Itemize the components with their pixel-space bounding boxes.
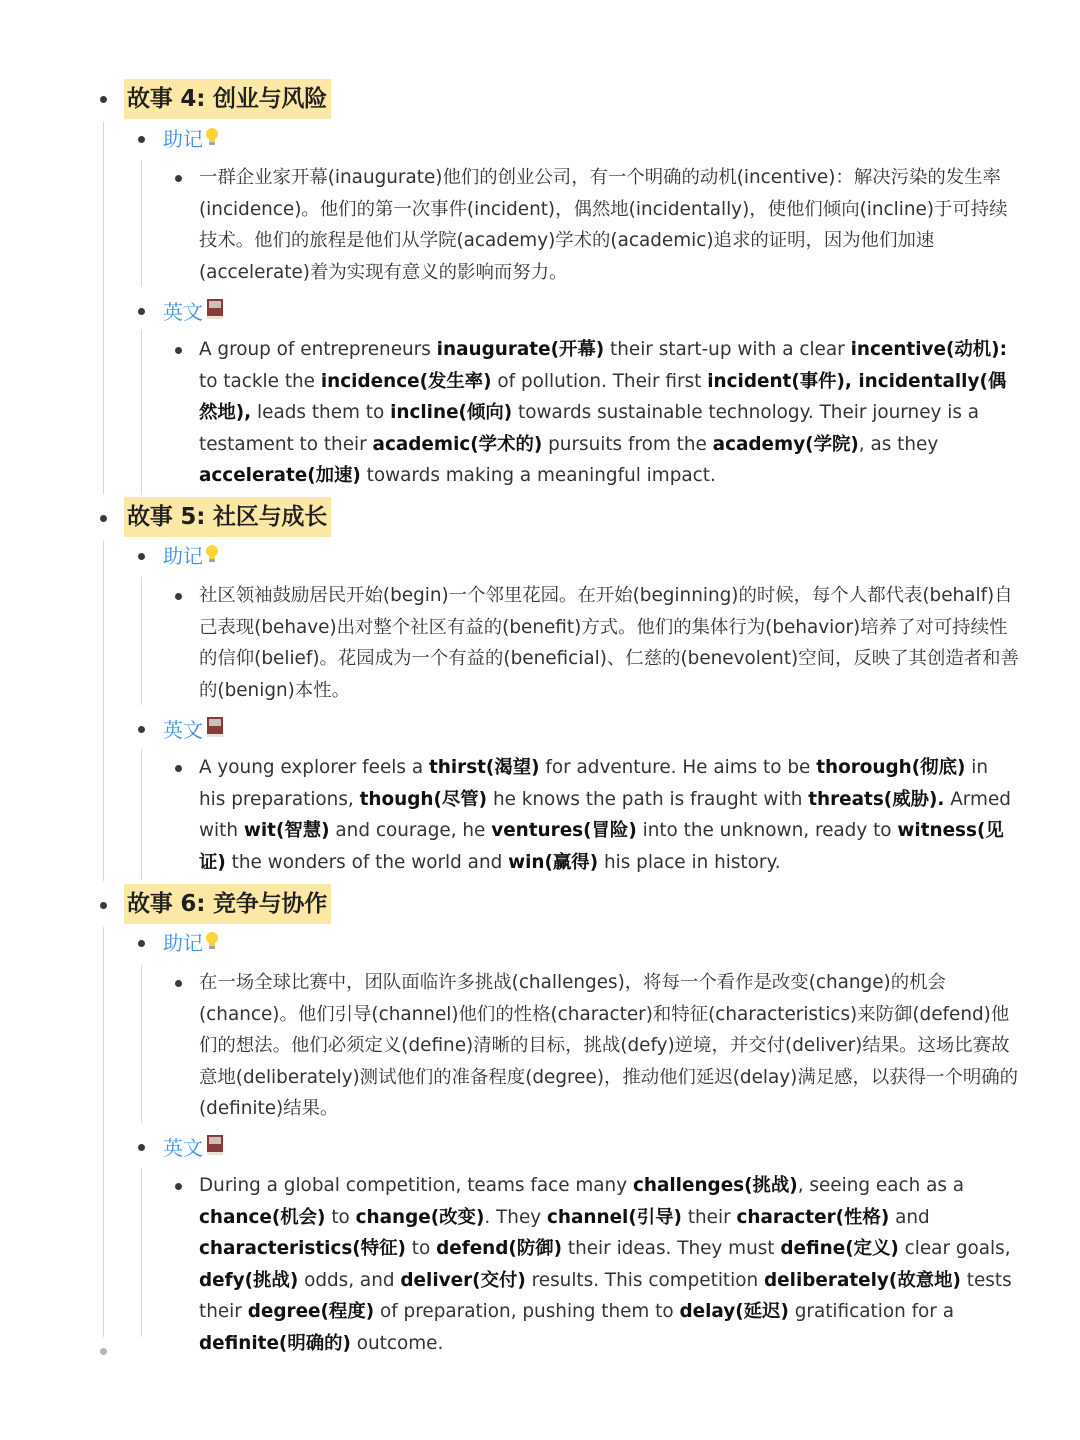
- english-text-segment: he knows the path is fraught with: [487, 788, 809, 810]
- outline-guide-line: [141, 964, 142, 1124]
- vocab-term: academy(学院): [712, 433, 859, 455]
- english-label-text: 英文: [163, 1135, 203, 1160]
- book-icon: [205, 1133, 225, 1162]
- english-label[interactable]: [163, 715, 225, 744]
- lightbulb-icon: [205, 542, 219, 570]
- mnemonic-label[interactable]: [163, 542, 219, 570]
- vocab-term: defend(防御): [436, 1238, 563, 1259]
- vocab-term: delay(延迟): [679, 1301, 789, 1322]
- english-text-segment: outcome.: [350, 1332, 444, 1354]
- english-label-text: 英文: [163, 717, 203, 742]
- english-text-segment: A group of entrepreneurs: [199, 339, 437, 360]
- lightbulb-icon: [205, 929, 219, 957]
- story-title[interactable]: 故事 4: 创业与风险: [124, 79, 331, 119]
- english-label-text: 英文: [163, 299, 203, 324]
- mnemonic-bullet[interactable]: [138, 553, 145, 560]
- outline-guide-line: [141, 330, 142, 494]
- english-bullet[interactable]: [138, 1144, 145, 1151]
- english-label[interactable]: [163, 1133, 225, 1162]
- vocab-term: deliver(交付): [400, 1269, 526, 1291]
- english-text-segment: towards sustainable technology. Their journey is a testament to their: [199, 402, 980, 455]
- vocab-term: wit(智慧): [243, 820, 330, 841]
- mnemonic-label-text: 助记: [163, 931, 203, 955]
- vocab-term: challenges(挑战): [632, 1175, 798, 1196]
- vocab-term: witness(见证): [199, 820, 1004, 873]
- mnemonic-label[interactable]: [163, 929, 219, 957]
- english-text-segment: odds, and: [298, 1269, 401, 1291]
- vocab-term: define(定义): [780, 1238, 899, 1259]
- vocab-term: definite(明确的): [199, 1332, 351, 1354]
- english-text-segment: their start-up with a clear: [604, 339, 851, 360]
- english-text-segment: to tackle the: [199, 370, 321, 392]
- vocab-term: incentive(动机):: [850, 339, 1007, 360]
- vocab-term: thirst(渴望): [428, 757, 540, 778]
- mnemonic-label[interactable]: [163, 125, 219, 153]
- english-text-segment: in his preparations,: [199, 757, 988, 810]
- mnemonic-text: 在一场全球比赛中，团队面临许多挑战(challenges)，将每一个看作是改变(change)的机会(chance)。他们引导(channel)他们的性格(character)和特征(characteristics)来防御(defend)他们的想法。他们必须定义(define)清晰的目标，挑战(defy)逆境，并交付(deliver)结果。这场比赛故意地(deliberately)测试他们的准备程度(degree)，推动他们延迟(delay)满足感，以获得一个明确的(definite)结果。: [199, 972, 1019, 1119]
- english-text-segment: clear goals,: [898, 1238, 1011, 1259]
- english-text: [199, 334, 1019, 492]
- english-text-segment: their ideas. They must: [562, 1238, 781, 1259]
- english-text: [199, 752, 1019, 878]
- english-text-bullet[interactable]: [175, 1183, 182, 1190]
- vocab-term: change(改变): [355, 1206, 485, 1228]
- english-text-segment: and: [889, 1206, 930, 1228]
- vocab-term: accelerate(加速): [199, 465, 361, 486]
- vocab-term: degree(程度): [247, 1301, 375, 1322]
- vocab-term: win(赢得): [508, 851, 599, 873]
- english-text-segment: gratification for a: [788, 1301, 954, 1322]
- outline-guide-line: [141, 160, 142, 286]
- story-bullet[interactable]: [100, 902, 107, 909]
- english-text-segment: leads them to: [251, 402, 391, 423]
- story-title[interactable]: 故事 5: 社区与成长: [124, 497, 331, 537]
- english-label[interactable]: [163, 297, 225, 326]
- english-text-segment: for adventure. He aims to be: [539, 757, 817, 778]
- english-text-segment: During a global competition, teams face many: [199, 1175, 633, 1196]
- english-text-segment: their: [681, 1206, 737, 1228]
- vocab-term: incident(事件), incidentally(偶然地),: [199, 370, 1007, 423]
- english-text-segment: the wonders of the world and: [225, 851, 509, 873]
- english-text-segment: to: [405, 1238, 437, 1259]
- english-text-segment: tests their: [199, 1269, 1012, 1322]
- vocab-term: though(尽管): [359, 788, 488, 810]
- vocab-term: inaugurate(开幕): [436, 339, 605, 360]
- mnemonic-bullet[interactable]: [138, 136, 145, 143]
- story-bullet[interactable]: [100, 96, 107, 103]
- mnemonic-label-text: 助记: [163, 544, 203, 568]
- vocab-term: character(性格): [736, 1206, 890, 1228]
- vocab-term: deliberately(故意地): [764, 1269, 961, 1291]
- english-text-segment: towards making a meaningful impact.: [360, 465, 716, 486]
- outline-guide-line: [141, 577, 142, 705]
- english-text-segment: and courage, he: [329, 820, 492, 841]
- vocab-term: threats(威胁).: [808, 788, 945, 810]
- vocab-term: academic(学术的): [372, 433, 543, 455]
- english-text: [199, 1170, 1019, 1359]
- english-text-segment: results. This competition: [525, 1269, 764, 1291]
- mnemonic-text: 一群企业家开幕(inaugurate)他们的创业公司，有一个明确的动机(incentive)：解决污染的发生率(incidence)。他们的第一次事件(incident)，偶然地(incidentally)，使他们倾向(incline)于可持续技术。他们的旅程是他们从学院(academy)学术的(academic)追求的证明，因为他们加速(accelerate)着为实现有意义的影响而努力。: [199, 167, 1008, 283]
- vocab-term: channel(引导): [547, 1206, 682, 1228]
- english-text-bullet[interactable]: [175, 347, 182, 354]
- english-text-bullet[interactable]: [175, 765, 182, 772]
- mnemonic-text-bullet[interactable]: [175, 980, 182, 987]
- mnemonic-bullet[interactable]: [138, 940, 145, 947]
- mnemonic-text: 社区领袖鼓励居民开始(begin)一个邻里花园。在开始(beginning)的时候，每个人都代表(behalf)自己表现(behave)出对整个社区有益的(benefit)方式。他们的集体行为(behavior)培养了对可持续性的信仰(belief)。花园成为一个有益的(beneficial)、仁慈的(benevolent)空间，反映了其创造者和善的(benign)本性。: [199, 585, 1019, 701]
- outline-guide-line: [103, 122, 104, 494]
- english-text-segment: to: [325, 1206, 356, 1228]
- english-text-segment: A young explorer feels a: [199, 757, 429, 778]
- english-text-segment: , seeing each as a: [797, 1175, 965, 1196]
- vocab-term: thorough(彻底): [816, 757, 966, 778]
- mnemonic-label-text: 助记: [163, 127, 203, 151]
- english-text-segment: of pollution. Their first: [491, 370, 708, 392]
- outline-guide-line: [103, 927, 104, 1337]
- english-text-segment: his place in history.: [598, 851, 781, 873]
- lightbulb-icon: [205, 125, 219, 153]
- vocab-term: defy(挑战): [199, 1269, 299, 1291]
- english-bullet[interactable]: [138, 308, 145, 315]
- outline-guide-line: [103, 540, 104, 881]
- story-bullet[interactable]: [100, 515, 107, 522]
- english-text-segment: . They: [484, 1206, 547, 1228]
- english-text-segment: of preparation, pushing them to: [374, 1301, 680, 1322]
- outline-guide-line: [141, 1168, 142, 1337]
- english-text-segment: pursuits from the: [542, 433, 713, 455]
- mnemonic-text-bullet[interactable]: [175, 593, 182, 600]
- english-bullet[interactable]: [138, 726, 145, 733]
- vocab-term: incidence(发生率): [320, 370, 492, 392]
- vocab-term: chance(机会): [199, 1206, 326, 1228]
- mnemonic-text-bullet[interactable]: [175, 175, 182, 182]
- vocab-term: ventures(冒险): [491, 820, 637, 841]
- empty-outline-bullet[interactable]: [100, 1348, 107, 1355]
- outline-guide-line: [141, 749, 142, 881]
- english-text-segment: Armed with: [199, 788, 1011, 841]
- english-text-segment: , as they: [858, 433, 939, 455]
- english-text-segment: into the unknown, ready to: [636, 820, 898, 841]
- vocab-term: incline(倾向): [390, 402, 513, 423]
- book-icon: [205, 297, 225, 326]
- book-icon: [205, 715, 225, 744]
- story-title[interactable]: 故事 6: 竞争与协作: [124, 884, 331, 924]
- vocab-term: characteristics(特征): [199, 1238, 406, 1259]
